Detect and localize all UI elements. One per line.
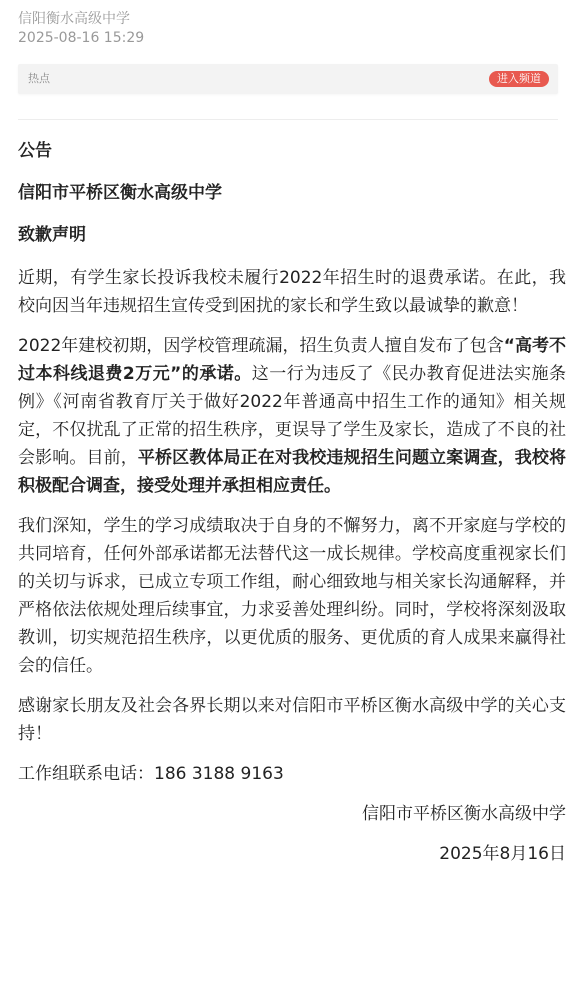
- school-heading: 信阳市平桥区衡水高级中学: [18, 183, 222, 203]
- enter-channel-button[interactable]: 进入频道: [489, 71, 549, 87]
- article-body: [18, 138, 566, 868]
- topic-channel-bar[interactable]: [18, 64, 558, 94]
- paragraph-1: 近期，有学生家长投诉我校未履行2022年招生时的退费承诺。在此，我校向因当年违规招生宣传受到困扰的家长和学生致以最诚挚的歉意！: [18, 268, 566, 316]
- paragraph-2-bold-a: “高考不过本科线退费2万元”的承诺。: [18, 336, 566, 384]
- apology-heading: 致歉声明: [18, 225, 86, 245]
- statement-date: 2025年8月16日: [439, 844, 566, 864]
- paragraph-2-bold-b: 平桥区教体局正在对我校违规招生问题立案调查，我校将积极配合调查，接受处理并承担相应责任。: [18, 448, 567, 496]
- article-header: [18, 10, 567, 48]
- paragraph-2-text-b: 这一行为违反了《民办教育促进法实施条例》《河南省教育厅关于做好2022年普通高中招生工作的通知》相关规定，不仅扰乱了正常的招生秩序，更误导了学生及家长，造成了不良的社会影响。目前，: [18, 364, 566, 468]
- paragraph-2-text-a: 2022年建校初期，因学校管理疏漏，招生负责人擅自发布了包含: [18, 336, 504, 356]
- notice-heading: 公告: [18, 141, 52, 161]
- publish-timestamp: 2025-08-16 15:29: [18, 30, 145, 46]
- topic-label: 热点: [28, 72, 50, 85]
- signature: 信阳市平桥区衡水高级中学: [362, 804, 566, 824]
- divider: [18, 119, 558, 120]
- source-name[interactable]: 信阳衡水高级中学: [18, 11, 130, 27]
- paragraph-4: 感谢家长朋友及社会各界长期以来对信阳市平桥区衡水高级中学的关心支持！: [18, 696, 566, 744]
- paragraph-2: [18, 332, 566, 500]
- contact-line: 工作组联系电话：186 3188 9163: [18, 764, 284, 784]
- paragraph-3: 我们深知，学生的学习成绩取决于自身的不懈努力，离不开家庭与学校的共同培育，任何外部承诺都无法替代这一成长规律。学校高度重视家长们的关切与诉求，已成立专项工作组，耐心细致地与相关家长沟通解释，并严格依法依规处理后续事宜，力求妥善处理纠纷。同时，学校将深刻汲取教训，切实规范招生秩序，以更优质的服务、更优质的育人成果来赢得社会的信任。: [18, 516, 566, 676]
